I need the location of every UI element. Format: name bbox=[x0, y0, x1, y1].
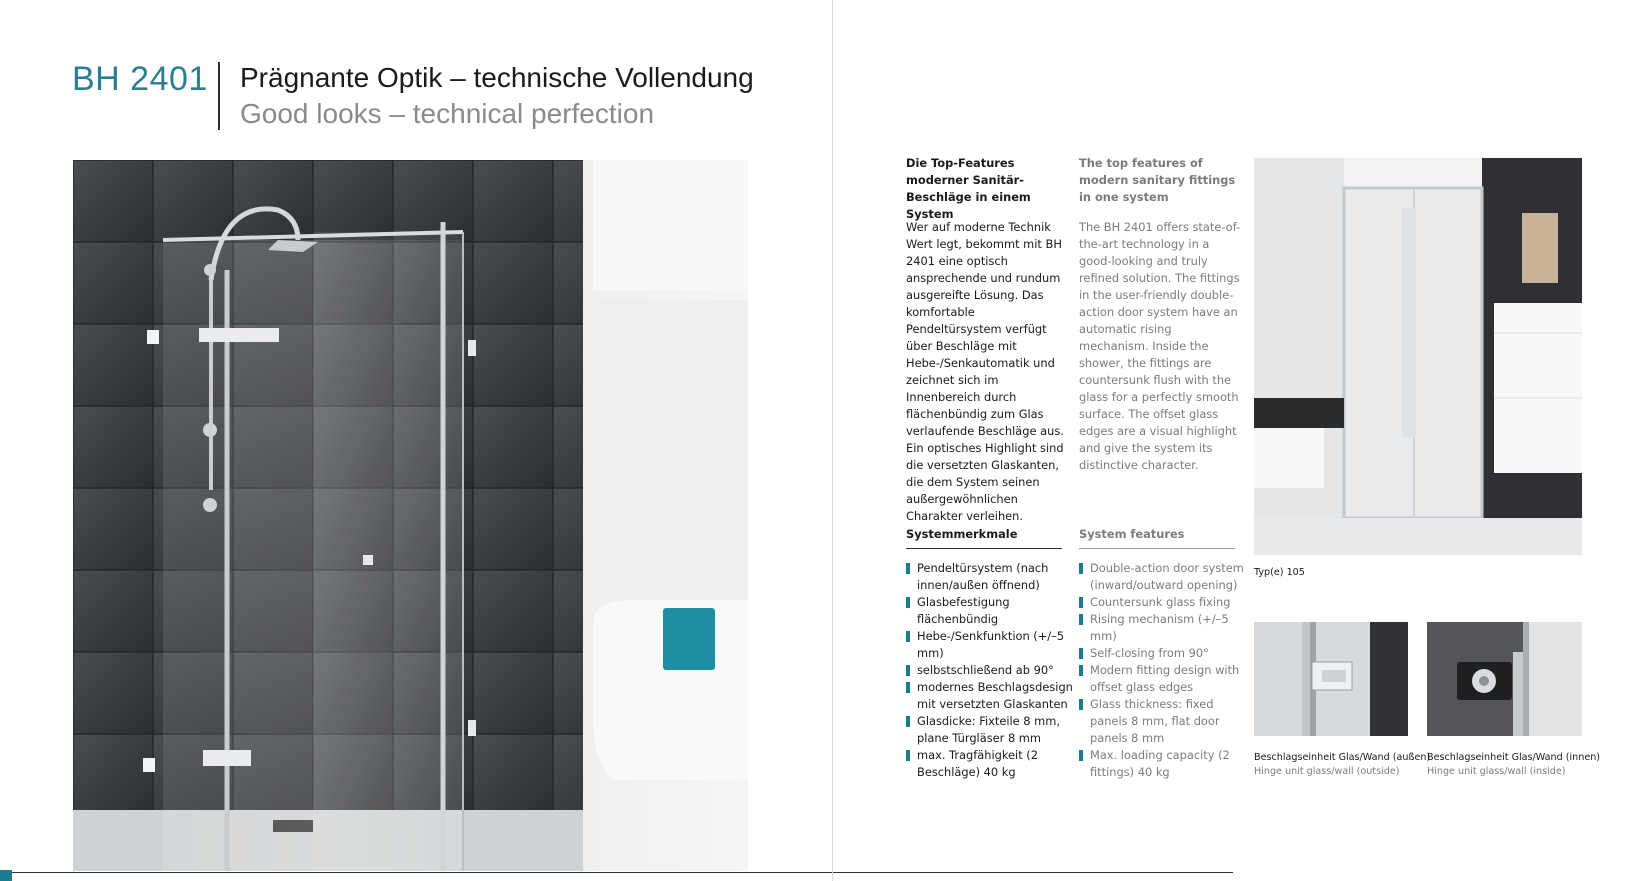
title-german: Prägnante Optik – technische Vollendung bbox=[240, 62, 754, 93]
features-list-english bbox=[1079, 560, 1249, 781]
room-caption-text: Typ(e) 105 bbox=[1254, 567, 1305, 578]
list-item: Double-action door system (inward/outward opening) bbox=[1079, 560, 1249, 594]
list-item: selbstschließend ab 90° bbox=[906, 662, 1076, 679]
list-item: Glasbefestigung flächenbündig bbox=[906, 594, 1076, 628]
list-item: Max. loading capacity (2 fittings) 40 kg bbox=[1079, 747, 1249, 781]
column-english bbox=[1079, 155, 1244, 779]
body-german: Wer auf moderne Technik Wert legt, bekommt mit BH 2401 eine optisch ansprechende und rundum ausgereifte Lösung. Das komfortable Pendeltürsystem verfügt über Beschläge mit Hebe-/Senkautomatik und zeichnet sich im Innenbereich durch flächenbündig zum Glas verlaufende Beschläge aus. Ein optisches Highlight sind die versetzten Glaskanten, die dem System seinen außergewöhnlichen Charakter verleihen. bbox=[906, 220, 1064, 523]
list-item: Rising mechanism (+/–5 mm) bbox=[1079, 611, 1249, 645]
list-item: Hebe-/Senkfunktion (+/–5 mm) bbox=[906, 628, 1076, 662]
accent-block bbox=[0, 870, 12, 881]
list-item: Glasdicke: Fixteile 8 mm, plane Türgläser 8 mm bbox=[906, 713, 1076, 747]
hinge-inside-photo bbox=[1427, 622, 1582, 736]
bottom-rule-left bbox=[0, 872, 832, 873]
list-item: Modern fitting design with offset glass edges bbox=[1079, 662, 1249, 696]
list-item: max. Tragfähigkeit (2 Beschläge) 40 kg bbox=[906, 747, 1076, 781]
list-item: modernes Beschlagsdesign mit versetzten Glaskanten bbox=[906, 679, 1076, 713]
room-photo-caption bbox=[1254, 566, 1305, 580]
hinge-inside-caption-de: Beschlagseinheit Glas/Wand (innen) bbox=[1427, 752, 1601, 763]
header-divider bbox=[218, 62, 220, 130]
list-item: Countersunk glass fixing bbox=[1079, 594, 1249, 611]
hinge-outside-caption bbox=[1254, 751, 1430, 779]
column-german bbox=[906, 155, 1073, 779]
hinge-inside-caption-en: Hinge unit glass/wall (inside) bbox=[1427, 766, 1566, 777]
room-photo bbox=[1254, 158, 1582, 555]
features-heading-german: Systemmerkmale bbox=[906, 526, 1062, 549]
hinge-outside-photo bbox=[1254, 622, 1408, 736]
list-item: Glass thickness: fixed panels 8 mm, flat door panels 8 mm bbox=[1079, 696, 1249, 747]
heading-german: Die Top-Features moderner Sanitär-Beschläge in einem System bbox=[906, 156, 1031, 221]
features-heading-english: System features bbox=[1079, 526, 1235, 549]
heading-english: The top features of modern sanitary fittings in one system bbox=[1079, 156, 1236, 204]
hinge-outside-caption-en: Hinge unit glass/wall (outside) bbox=[1254, 766, 1400, 777]
list-item: Self-closing from 90° bbox=[1079, 645, 1249, 662]
list-item: Pendeltürsystem (nach innen/außen öffnend) bbox=[906, 560, 1076, 594]
model-name: BH 2401 bbox=[72, 60, 208, 98]
bottom-rule-right bbox=[833, 872, 1233, 873]
main-shower-photo bbox=[73, 160, 748, 871]
hinge-inside-caption bbox=[1427, 751, 1600, 779]
body-english: The BH 2401 offers state-of-the-art technology in a good-looking and truly refined solution. The fittings in the user-friendly double-action door system have an automatic rising mechanism. Inside the shower, the fittings are countersunk flush with the glass for a perfectly smooth surface. The offset glass edges are a visual highlight and give the system its distinctive character. bbox=[1079, 220, 1241, 472]
title-english: Good looks – technical perfection bbox=[240, 98, 655, 129]
page-gutter bbox=[832, 0, 833, 881]
hinge-outside-caption-de: Beschlagseinheit Glas/Wand (außen) bbox=[1254, 752, 1431, 763]
features-list-german bbox=[906, 560, 1076, 781]
